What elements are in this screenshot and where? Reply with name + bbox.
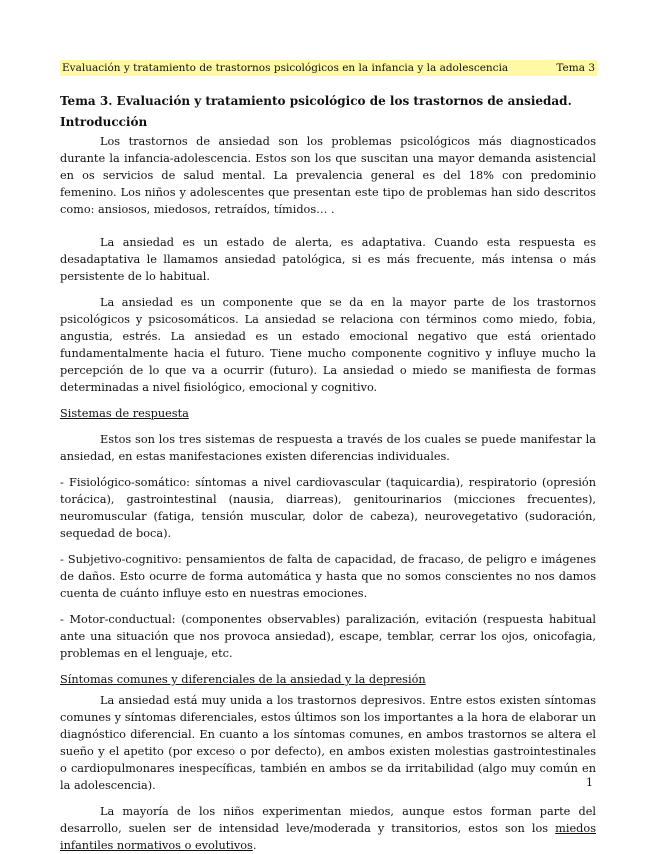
section-heading-symptoms: Síntomas comunes y diferenciales de la ansiedad y la depresión [60,673,426,686]
fears-underlined-term: miedos infantiles normativos o evolutivos [60,822,596,852]
bullet-cognitive: - Subjetivo-cognitivo: pensamientos de falta de capacidad, de fracaso, de peligro e imágenes de daños. Esto ocurre de forma automática y hasta que no somos conscientes no nos damos cuenta de cuánto influye esto en nuestras emociones. [60,553,596,600]
intro-heading: Introducción [60,115,148,129]
fears-end: . [252,839,257,852]
paragraph-response-systems: Estos son los tres sistemas de respuesta a través de los cuales se puede manifestar la ansiedad, en estas manifestaciones existen diferencias individuales. [60,433,596,463]
header-course-title: Evaluación y tratamiento de trastornos psicológicos en la infancia y la adolescencia [62,62,509,74]
document-body [60,92,596,854]
fears-text: La mayoría de los niños experimentan miedos, aunque estos forman parte del desarrollo, suelen ser de intensidad leve/moderada y transitorios, estos son los [60,805,596,835]
section-heading-response-systems: Sistemas de respuesta [60,407,189,420]
paragraph-definition: La ansiedad es un estado de alerta, es adaptativa. Cuando esta respuesta es desadaptativa le llamamos ansiedad patológica, si es más frecuente, más intensa o más persistente de lo habitual. [60,236,596,283]
bullet-motor: - Motor-conductual: (componentes observables) paralización, evitación (respuesta habitual ante una situación que nos provoca ansiedad), escape, temblar, cerrar los ojos, onicofagia, problemas en el lenguaje, etc. [60,613,596,660]
paragraph-fears [60,803,596,854]
header-topic-label: Tema 3 [556,62,595,74]
paragraph-prevalence: Los trastornos de ansiedad son los problemas psicológicos más diagnosticados durante la infancia-adolescencia. Estos son los que suscitan una mayor demanda asistencial en os servicios de salud mental. La prevalencia general es del 18% con predominio femenino. Los niños y adolescentes que presentan este tipo de problemas han sido descritos como: ansiosos, miedosos, retraídos, tímidos… . [60,135,596,216]
running-header [60,60,597,76]
bullet-physiological: - Fisiológico-somático: síntomas a nivel cardiovascular (taquicardia), respiratorio (opresión torácica), gastrointestinal (nausia, diarreas), genitourinarios (micciones frecuentes), neuromuscular (fatiga, tensión muscular, dolor de cabeza), neurovegetativo (sudoración, sequedad de boca). [60,476,596,540]
document-title: Tema 3. Evaluación y tratamiento psicológico de los trastornos de ansiedad. [60,94,572,108]
paragraph-component: La ansiedad es un componente que se da en la mayor parte de los trastornos psicológicos y psicosomáticos. La ansiedad se relaciona con términos como miedo, fobia, angustia, estrés. La ansiedad es un estado emocional negativo que está orientado fundamentalmente hacia el futuro. Tiene mucho componente cognitivo y influye mucho la percepción de lo que va a ocurrir (futuro). La ansiedad o miedo se manifiesta de formas determinadas a nivel fisiológico, emocional y cognitivo. [60,296,596,394]
paragraph-depression: La ansiedad está muy unida a los trastornos depresivos. Entre estos existen síntomas comunes y síntomas diferenciales, estos últimos son los importantes a la hora de elaborar un diagnóstico diferencial. En cuanto a los síntomas comunes, en ambos trastornos se altera el sueño y el apetito (por exceso o por defecto), en ambos existen molestias gastrointestinales o cardiopulmonares inespecíficas, también en ambos se da irritabilidad (algo muy común en la adolescencia). [60,694,596,792]
page-number: 1 [586,776,593,789]
